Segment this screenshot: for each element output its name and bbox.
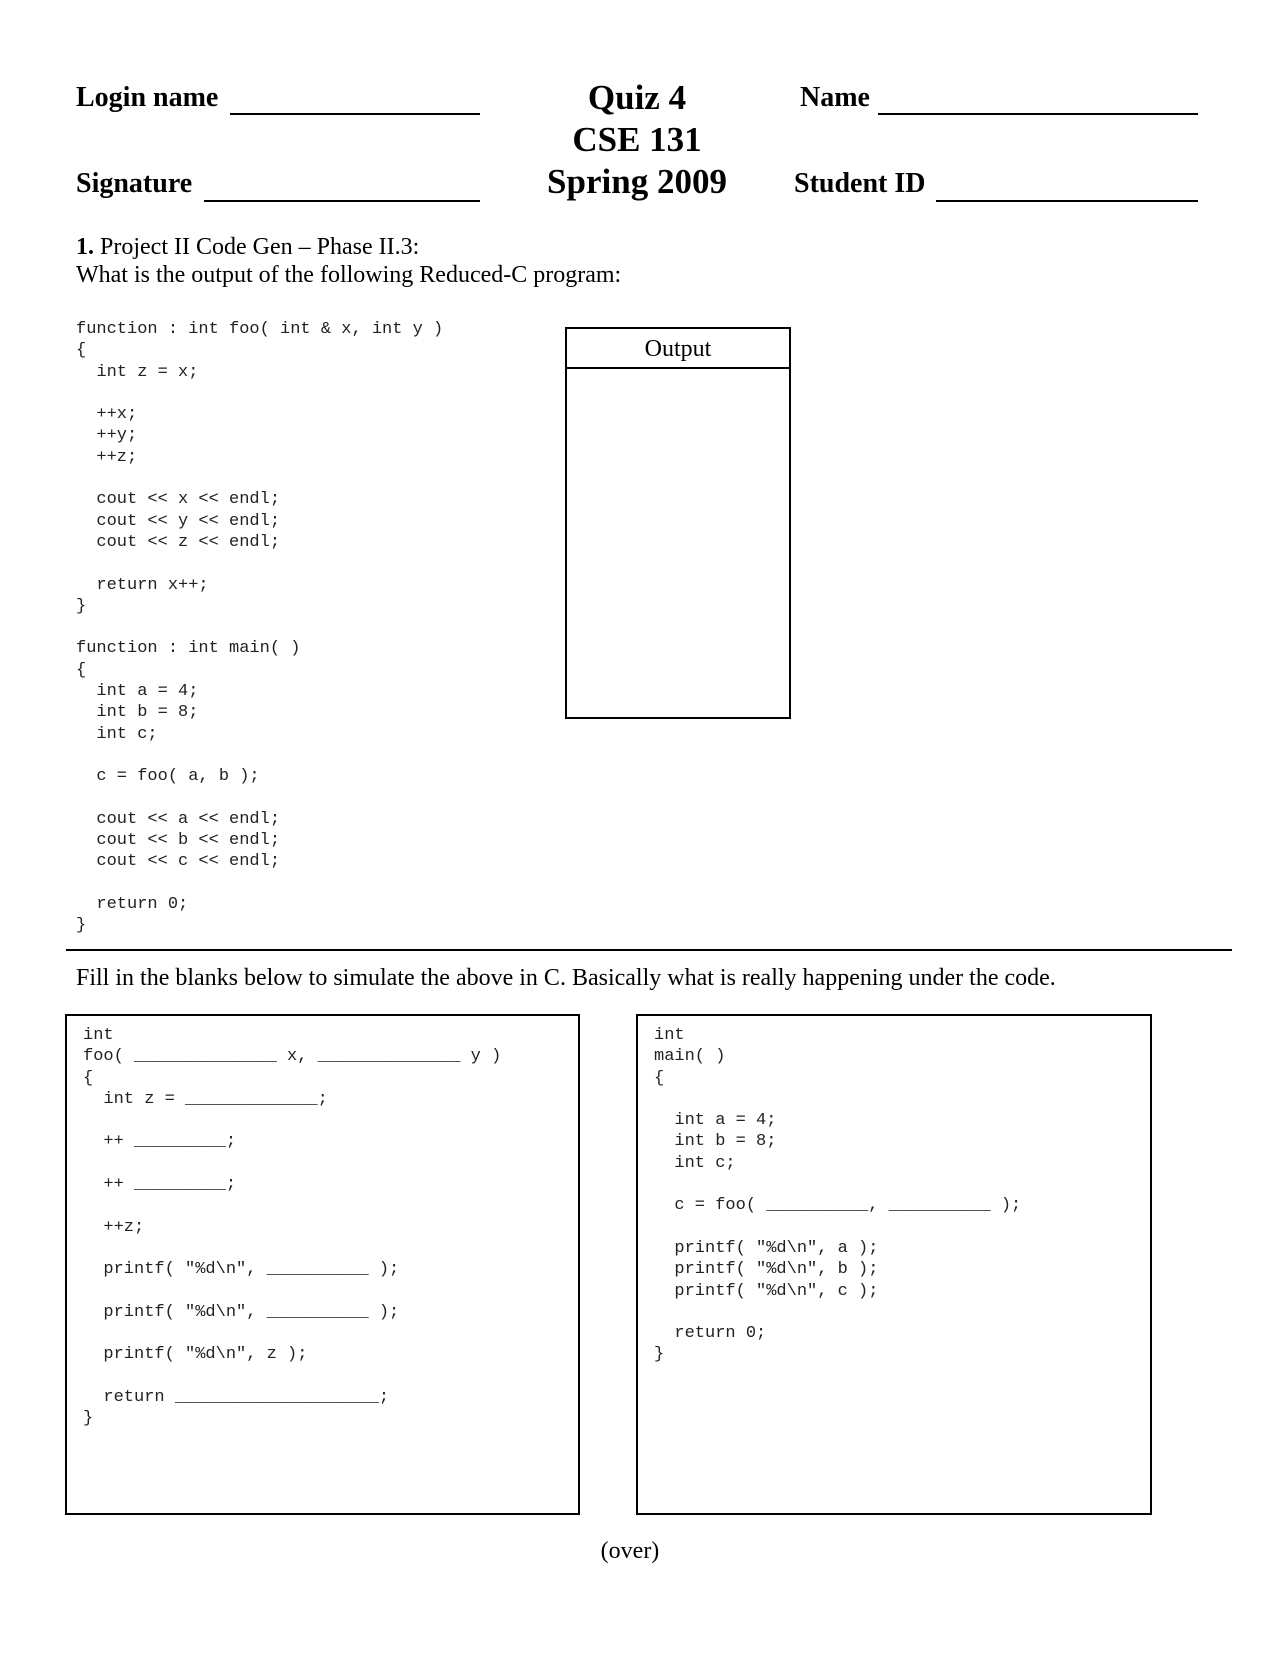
question-heading bbox=[76, 233, 419, 261]
code-line: printf( "%d\n", __________ ); bbox=[83, 1302, 400, 1322]
fill-in-instruction: Fill in the blanks below to simulate the above in C. Basically what is really happening under the code. bbox=[76, 965, 1056, 991]
code-line: cout << a << endl; bbox=[76, 809, 281, 829]
code-line bbox=[654, 1217, 1021, 1238]
code-line bbox=[76, 745, 443, 766]
code-line: return ____________________; bbox=[83, 1388, 390, 1408]
student-id-blank[interactable] bbox=[936, 200, 1198, 202]
main-code-box bbox=[636, 1014, 1152, 1515]
code-line: cout << c << endl; bbox=[76, 852, 281, 872]
output-box[interactable] bbox=[565, 327, 791, 719]
output-box-label: Output bbox=[567, 329, 789, 369]
title-line-term: Spring 2009 bbox=[547, 162, 727, 201]
signature-blank[interactable] bbox=[204, 200, 480, 202]
section-divider bbox=[66, 949, 1232, 951]
name-blank[interactable] bbox=[878, 113, 1198, 115]
code-line: int c; bbox=[654, 1153, 736, 1173]
code-line: int c; bbox=[76, 724, 158, 744]
code-line bbox=[76, 553, 443, 574]
code-line: function : int foo( int & x, int y ) bbox=[76, 320, 444, 339]
code-line: cout << z << endl; bbox=[76, 532, 281, 552]
code-line: foo( ______________ x, ______________ y ) bbox=[83, 1047, 502, 1067]
code-line: int z = _____________; bbox=[83, 1089, 328, 1109]
code-line: int bbox=[654, 1026, 685, 1045]
code-line: { bbox=[76, 341, 87, 361]
code-line bbox=[76, 468, 443, 489]
code-line bbox=[83, 1323, 501, 1344]
code-line: { bbox=[654, 1068, 665, 1088]
main-c-code bbox=[654, 1025, 1021, 1366]
code-line: } bbox=[654, 1345, 665, 1365]
foo-code-box bbox=[65, 1014, 580, 1515]
code-line: printf( "%d\n", c ); bbox=[654, 1281, 879, 1301]
code-line: ++y; bbox=[76, 426, 138, 446]
code-line: ++ _________; bbox=[83, 1132, 237, 1152]
code-line: } bbox=[83, 1409, 94, 1429]
code-line: ++z; bbox=[83, 1217, 145, 1237]
code-line: cout << y << endl; bbox=[76, 511, 281, 531]
login-name-label: Login name bbox=[76, 82, 219, 113]
code-line bbox=[83, 1366, 501, 1387]
code-line bbox=[76, 788, 443, 809]
code-line bbox=[654, 1302, 1021, 1323]
code-line: { bbox=[76, 660, 87, 680]
code-line: int a = 4; bbox=[76, 682, 199, 702]
page-footer: (over) bbox=[600, 1538, 660, 1564]
code-line: int bbox=[83, 1026, 114, 1045]
question-number: 1. bbox=[76, 234, 94, 260]
title-line-quiz: Quiz 4 bbox=[587, 78, 687, 117]
code-line bbox=[654, 1174, 1021, 1195]
code-line: function : int main( ) bbox=[76, 639, 301, 659]
code-line: } bbox=[76, 916, 87, 936]
code-line bbox=[83, 1153, 501, 1174]
code-line bbox=[654, 1089, 1021, 1110]
code-line: printf( "%d\n", z ); bbox=[83, 1345, 308, 1365]
quiz-title bbox=[507, 77, 767, 203]
code-line: cout << b << endl; bbox=[76, 831, 281, 851]
code-line: return 0; bbox=[654, 1324, 767, 1344]
code-line: int z = x; bbox=[76, 362, 199, 382]
code-line: int b = 8; bbox=[654, 1132, 777, 1152]
code-line: printf( "%d\n", a ); bbox=[654, 1238, 879, 1258]
foo-c-code bbox=[83, 1025, 501, 1430]
code-line: { bbox=[83, 1068, 94, 1088]
student-id-label: Student ID bbox=[794, 168, 926, 199]
code-line bbox=[76, 617, 443, 638]
reduced-c-code bbox=[76, 319, 443, 937]
code-line bbox=[76, 383, 443, 404]
code-line: return x++; bbox=[76, 575, 209, 595]
code-line: printf( "%d\n", __________ ); bbox=[83, 1260, 400, 1280]
name-label: Name bbox=[800, 82, 870, 113]
code-line bbox=[83, 1281, 501, 1302]
code-line: ++z; bbox=[76, 447, 138, 467]
code-line bbox=[83, 1195, 501, 1216]
code-line: } bbox=[76, 596, 87, 616]
code-line: cout << x << endl; bbox=[76, 490, 281, 510]
code-line: ++x; bbox=[76, 405, 138, 425]
code-line: int a = 4; bbox=[654, 1111, 777, 1131]
code-line: main( ) bbox=[654, 1047, 726, 1067]
signature-label: Signature bbox=[76, 168, 193, 199]
code-line: return 0; bbox=[76, 895, 189, 915]
code-line: c = foo( __________, __________ ); bbox=[654, 1196, 1022, 1216]
question-prompt: What is the output of the following Reduced-C program: bbox=[76, 262, 622, 288]
code-line bbox=[83, 1110, 501, 1131]
code-line: int b = 8; bbox=[76, 703, 199, 723]
title-line-course: CSE 131 bbox=[572, 120, 702, 159]
code-line: c = foo( a, b ); bbox=[76, 767, 260, 787]
code-line: printf( "%d\n", b ); bbox=[654, 1260, 879, 1280]
code-line bbox=[76, 873, 443, 894]
login-name-blank[interactable] bbox=[230, 113, 480, 115]
code-line: ++ _________; bbox=[83, 1175, 237, 1195]
code-line bbox=[83, 1238, 501, 1259]
question-title: Project II Code Gen – Phase II.3: bbox=[94, 234, 420, 260]
